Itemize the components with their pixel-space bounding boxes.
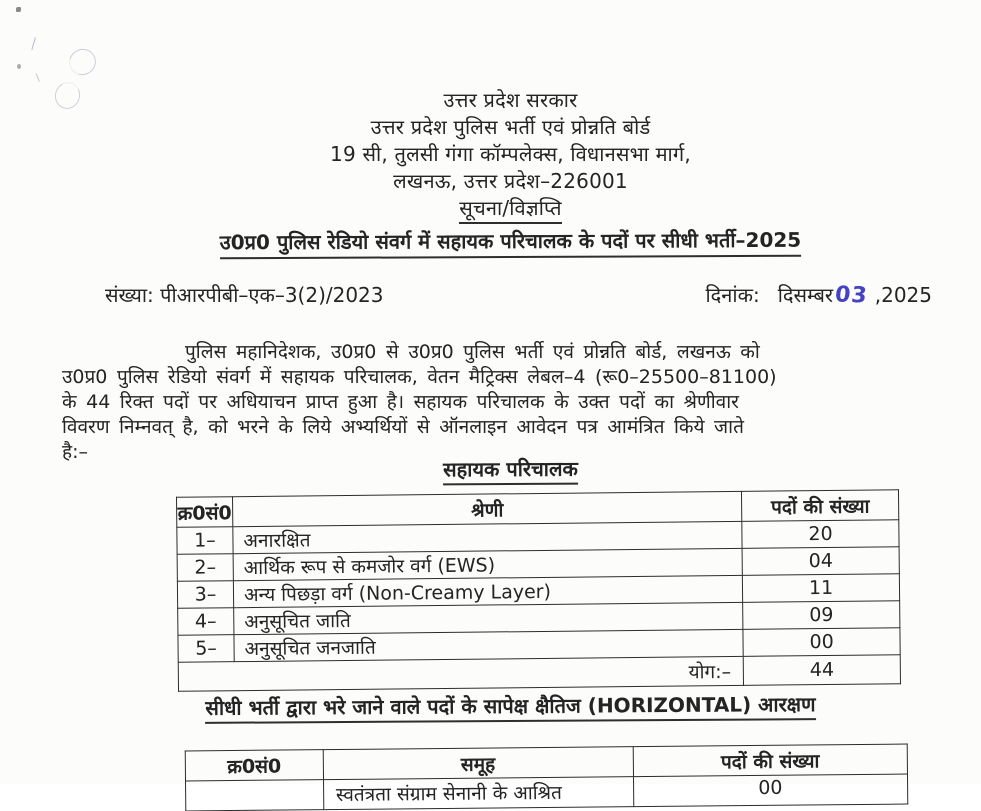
- column-header-count: पदों की संख्या: [633, 744, 908, 777]
- paragraph-line: पुलिस महानिदेशक, उ0प्र0 से उ0प्र0 पुलिस भर्ती एवं प्रोन्नति बोर्ड, लखनऊ को: [185, 341, 760, 363]
- cell-category: अन्य पिछड़ा वर्ग (Non-Creamy Layer): [233, 575, 742, 607]
- cell-serial: 1–: [177, 527, 233, 555]
- cell-serial: [186, 780, 324, 811]
- ink-speck: [17, 64, 21, 69]
- table-row: [186, 774, 908, 811]
- pen-circle-mark: [64, 44, 100, 80]
- table1-heading: सहायक परिचालक: [40, 455, 981, 488]
- paragraph-line: विवरण निम्नवत् है, को भरने के लिये अभ्यर्थियों से ऑनलाइन आवेदन पत्र आमंत्रित किये जाते: [62, 416, 744, 438]
- cell-category: अनुसूचित जाति: [234, 602, 743, 634]
- column-header-serial: क्र0सं0: [177, 497, 233, 528]
- handwritten-date-day: 03: [833, 282, 870, 309]
- cell-category: अनारक्षित: [233, 521, 742, 553]
- cell-category: अनुसूचित जनजाति: [234, 629, 743, 661]
- date-month: दिसम्बर: [777, 283, 834, 307]
- total-label: योग:–: [178, 656, 743, 691]
- horizontal-reservation-heading: सीधी भर्ती द्वारा भरे जाने वाले पदों के सापेक्ष क्षैतिज (HORIZONTAL) आरक्षण: [40, 691, 981, 725]
- cell-count: 11: [743, 574, 900, 603]
- cell-category: आर्थिक रूप से कमजोर वर्ग (EWS): [233, 548, 742, 580]
- column-header-count: पदों की संख्या: [742, 490, 899, 522]
- cell-count: 20: [742, 520, 899, 549]
- paragraph-line: है:–: [62, 441, 88, 463]
- cell-group: स्वतंत्रता संग्राम सेनानी के आश्रित: [323, 777, 633, 810]
- ink-speck: [16, 7, 21, 12]
- pen-squiggle: [31, 37, 41, 51]
- notification-title: उ0प्र0 पुलिस रेडियो संवर्ग में सहायक परिचालक के पदों पर सीधी भर्ती–2025: [40, 227, 981, 260]
- total-count: 44: [743, 655, 900, 686]
- cell-count: 00: [743, 628, 900, 657]
- cell-count: 04: [742, 547, 899, 576]
- cell-serial: 5–: [178, 635, 234, 663]
- cell-serial: 2–: [177, 554, 233, 582]
- notice-type-label: सूचना/विज्ञप्ति: [40, 195, 981, 224]
- cell-serial: 4–: [178, 608, 234, 636]
- city-pin-line: लखनऊ, उत्तर प्रदेश–226001: [393, 169, 628, 193]
- horizontal-reservation-table: [185, 744, 909, 811]
- date-line: [706, 281, 933, 308]
- board-name: उत्तर प्रदेश पुलिस भर्ती एवं प्रोन्नति बोर्ड: [370, 115, 651, 139]
- letterhead: [40, 87, 981, 224]
- cell-count: 09: [743, 601, 900, 630]
- address-line: 19 सी, तुलसी गंगा कॉम्पलेक्स, विधानसभा मार्ग,: [330, 142, 691, 166]
- cell-count: 00: [633, 774, 908, 807]
- column-header-group: समूह: [323, 747, 633, 780]
- reference-row: [105, 281, 932, 308]
- column-header-serial: क्र0सं0: [185, 750, 323, 781]
- column-header-category: श्रेणी: [232, 491, 742, 526]
- pen-squiggle: [36, 71, 45, 82]
- cell-serial: 3–: [177, 581, 233, 609]
- date-label: दिनांक:: [705, 283, 760, 307]
- date-year: ,2025: [874, 283, 932, 307]
- vacancy-category-table: [176, 489, 901, 692]
- paragraph-line: उ0प्र0 पुलिस रेडियो संवर्ग में सहायक परिचालक, वेतन मैट्रिक्स लेबल–4 (रू0–25500–81100): [62, 366, 777, 388]
- reference-number: संख्या: पीआरपीबी–एक–3(2)/2023: [105, 283, 384, 307]
- body-paragraph: [62, 340, 936, 465]
- government-name: उत्तर प्रदेश सरकार: [443, 88, 578, 112]
- paragraph-line: के 44 रिक्त पदों पर अधियाचन प्राप्त हुआ है। सहायक परिचालक के उक्त पदों का श्रेणीवार: [62, 391, 739, 413]
